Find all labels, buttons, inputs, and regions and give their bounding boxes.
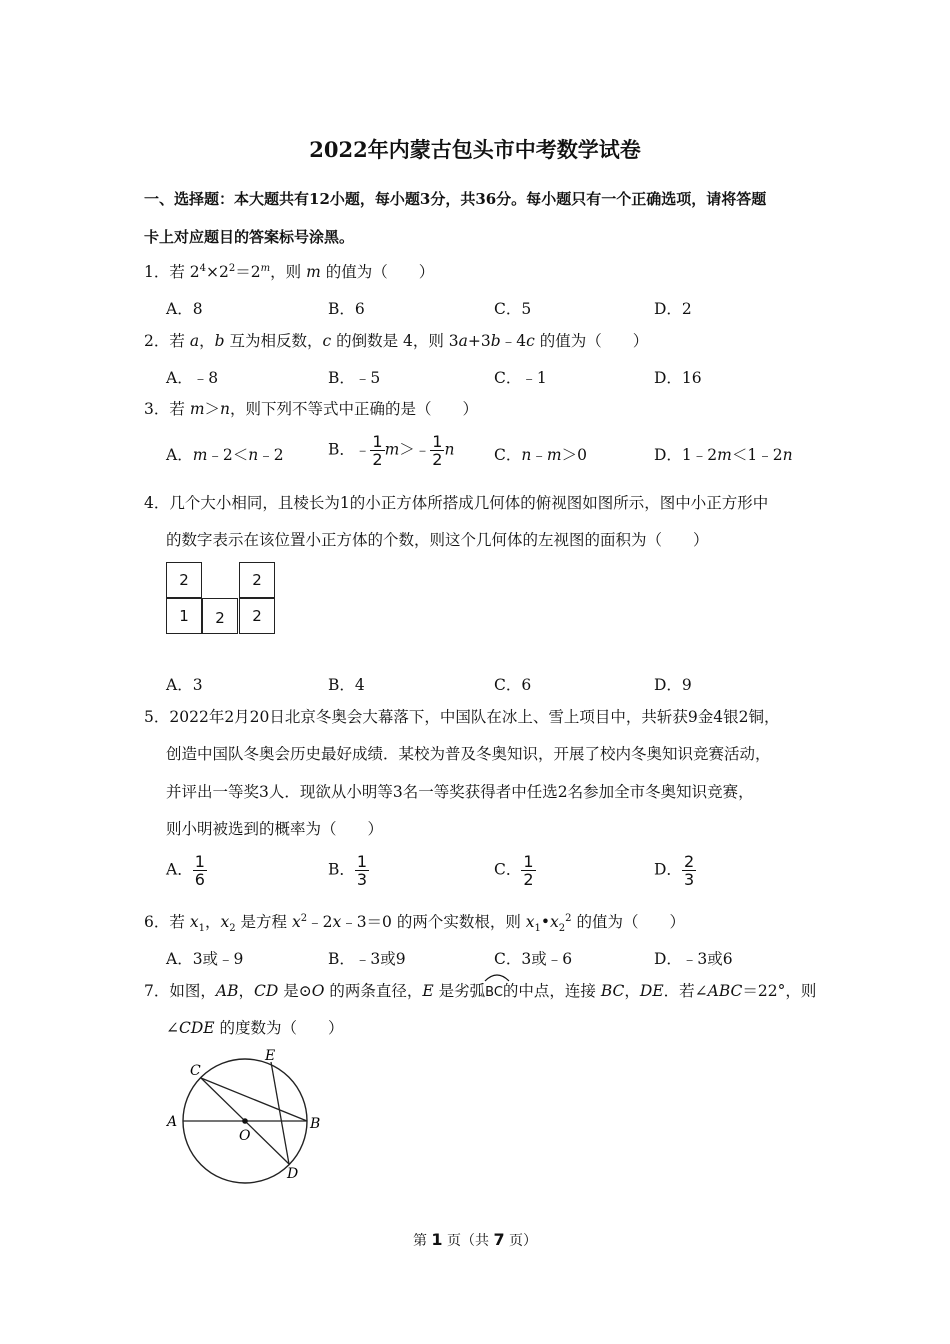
question-3 (144, 399, 824, 419)
option-d[interactable]: D．16 (654, 369, 702, 387)
option-d[interactable]: D．9 (654, 676, 692, 694)
question-text: 若 a，b 互为相反数，c 的倒数是 4，则 3a+3b﹣4c 的值为（ ） (169, 332, 649, 350)
option-b[interactable]: B．4 (328, 676, 365, 694)
option-b[interactable]: B．﹣3或9 (328, 950, 406, 968)
label-d: D (287, 1166, 299, 1182)
question-1 (144, 262, 824, 282)
option-a[interactable]: A．﹣8 (166, 369, 219, 387)
page-footer: 第 1 页（共 7 页） (412, 1230, 538, 1249)
question-5-options (166, 853, 846, 893)
option-d[interactable]: D． $\frac{2}{3}$ (654, 852, 695, 889)
question-number: 1． (144, 263, 170, 281)
grid-cell: 2 (239, 562, 275, 598)
question-number: 5． (144, 708, 170, 726)
option-a[interactable]: A．m﹣2＜n﹣2 (166, 446, 284, 464)
option-a[interactable]: A．3 (166, 676, 203, 694)
option-c[interactable]: C．n﹣m＞0 (494, 446, 587, 464)
option-c[interactable]: C．﹣1 (494, 369, 547, 387)
question-5 (144, 707, 824, 727)
section-heading (144, 180, 820, 256)
option-a[interactable]: A．3或﹣9 (166, 950, 244, 968)
option-b[interactable]: B．6 (328, 300, 365, 318)
grid-cell: 2 (202, 598, 238, 634)
label-o: O (239, 1128, 251, 1144)
option-a[interactable]: A．8 (166, 300, 203, 318)
question-5-line-4: 则小明被选到的概率为（ ） (166, 820, 384, 838)
option-d[interactable]: D．2 (654, 300, 692, 318)
option-b[interactable]: B． $\frac{1}{3}$ (328, 852, 368, 889)
section-heading-line-2: 卡上对应题目的答案标号涂黑。 (144, 228, 355, 246)
question-7 (144, 981, 824, 1003)
page-total: 7 (493, 1230, 505, 1249)
option-d[interactable]: D．﹣3或6 (654, 950, 733, 968)
grid-cell: 2 (239, 598, 275, 634)
option-c[interactable]: C．3或﹣6 (494, 950, 573, 968)
question-5-line-2: 创造中国队冬奥会历史最好成绩．某校为普及冬奥知识，开展了校内冬奥知识竞赛活动， (166, 745, 771, 763)
option-c[interactable]: C．6 (494, 676, 532, 694)
question-text: 如图，AB，CD 是⊙O 的两条直径，E 是劣弧 BC的中点，连接 BC，DE．若∠ABC＝22°，则 (169, 982, 816, 1000)
question-text-line-1: 几个大小相同，且棱长为1的小正方体所搭成几何体的俯视图如图所示，图中小正方形中 (169, 494, 769, 512)
question-number: 3． (144, 400, 170, 418)
question-2-options (166, 366, 846, 390)
question-text: 若 $2^4\times 2^2=2^m$，则 m 的值为（ ） (169, 262, 435, 281)
question-4-line-2: 的数字表示在该位置小正方体的个数，则这个几何体的左视图的面积为（ ） (166, 531, 709, 549)
question-text-line-1: 2022年2月20日北京冬奥会大幕落下，中国队在冰上、雪上项目中，共斩获9金4银2铜， (169, 708, 780, 726)
question-3-options (166, 433, 846, 473)
segment-bc (201, 1078, 307, 1121)
grid-cell: 2 (166, 562, 202, 598)
question-7-line-2: ∠CDE 的度数为（ ） (166, 1019, 344, 1037)
question-4-options (166, 673, 846, 697)
question-number: 7． (144, 982, 170, 1000)
question-number: 4． (144, 494, 170, 512)
option-b[interactable]: B．﹣ $\frac{1}{2}$ m＞﹣ $\frac{1}{2}$ n (328, 432, 455, 469)
label-e: E (265, 1048, 276, 1064)
question-text: 若 m＞n，则下列不等式中正确的是（ ） (169, 400, 479, 418)
question-6 (144, 912, 824, 935)
label-c: C (190, 1063, 201, 1079)
center-point (242, 1118, 248, 1124)
grid-cell: 1 (166, 598, 202, 634)
question-5-line-3: 并评出一等奖3人．现欲从小明等3名一等奖获得者中任选2名参加全市冬奥知识竞赛， (166, 783, 754, 801)
question-number: 6． (144, 913, 170, 931)
question-text: 若 $x_1$，$x_2$ 是方程 $x^2﹣2x﹣3=0$ 的两个实数根，则 $x_1•x_2^2$ 的值为（ ） (169, 912, 685, 935)
question-number: 2． (144, 332, 170, 350)
option-a[interactable]: A． $\frac{1}{6}$ (166, 852, 205, 889)
question-1-options (166, 297, 846, 321)
question-2 (144, 331, 824, 351)
option-c[interactable]: C． $\frac{1}{2}$ (494, 852, 534, 889)
page-number: 1 (431, 1230, 443, 1249)
option-b[interactable]: B．﹣5 (328, 369, 381, 387)
label-b: B (310, 1116, 321, 1132)
option-d[interactable]: D．1﹣2m＜1﹣2n (654, 446, 793, 464)
section-heading-line-1: 一、选择题：本大题共有12小题，每小题3分，共36分。每小题只有一个正确选项，请将答题 (144, 190, 767, 208)
question-6-options (166, 947, 846, 971)
page-title: 2022年内蒙古包头市中考数学试卷 (309, 137, 641, 162)
option-c[interactable]: C．5 (494, 300, 532, 318)
question-4 (144, 493, 824, 513)
circle-figure (160, 1045, 330, 1185)
label-a: A (167, 1114, 178, 1130)
